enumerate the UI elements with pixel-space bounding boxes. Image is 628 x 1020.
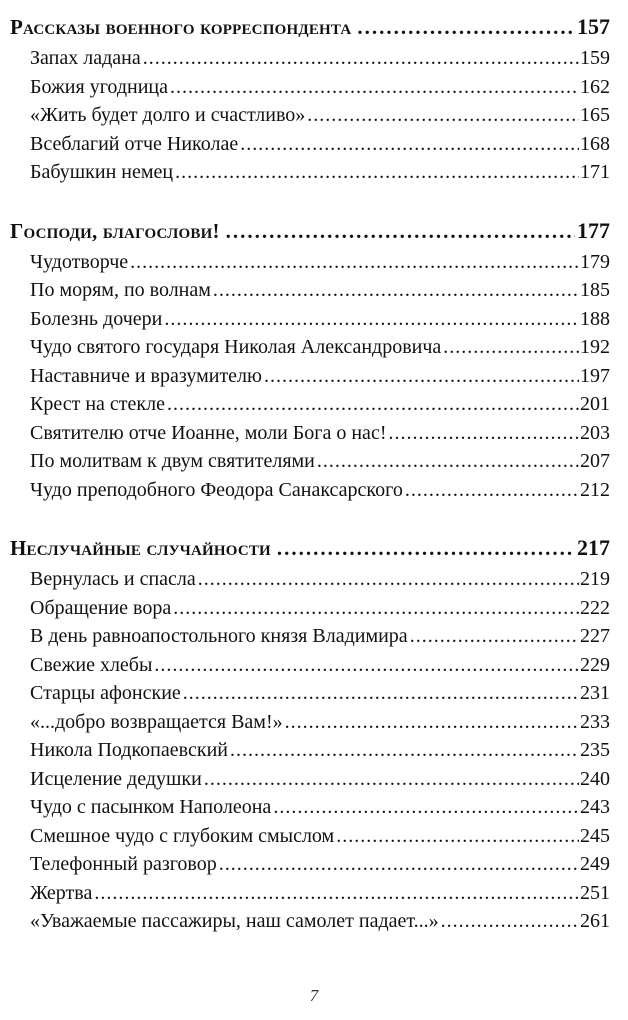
entry-page-number: 185 <box>580 279 610 301</box>
toc-entry <box>30 622 610 651</box>
entry-page-number: 171 <box>580 161 610 183</box>
toc-entry <box>30 73 610 102</box>
entry-page-number: 240 <box>580 767 610 790</box>
entry-page-number: 207 <box>580 450 610 472</box>
entry-title: Болезнь дочери <box>30 307 163 330</box>
toc-entry <box>30 850 610 879</box>
dot-leader <box>219 850 579 879</box>
dot-leader <box>357 10 575 44</box>
dot-leader <box>213 276 579 305</box>
entry-title: Смешное чудо с глубоким смыслом <box>30 824 335 847</box>
toc-section-war-correspondent <box>10 10 610 187</box>
dot-leader <box>198 565 579 594</box>
toc-entry <box>30 793 610 822</box>
entry-list <box>10 44 610 187</box>
entry-page-number: 165 <box>580 104 610 126</box>
section-page-number: 217 <box>577 535 610 560</box>
dot-leader <box>410 622 579 651</box>
section-page-number: 157 <box>577 14 610 39</box>
entry-page-number: 201 <box>580 393 610 415</box>
entry-page-number: 251 <box>580 881 610 904</box>
entry-page-number: 192 <box>580 336 610 358</box>
dot-leader <box>443 333 579 362</box>
entry-title: Жертва <box>30 881 93 904</box>
entry-title: Бабушкин немец <box>30 161 174 183</box>
dot-leader <box>204 765 579 794</box>
table-of-contents <box>10 10 610 936</box>
entry-page-number: 233 <box>580 710 610 733</box>
dot-leader <box>307 101 579 130</box>
section-page-number: 177 <box>577 217 610 243</box>
entry-page-number: 249 <box>580 853 610 875</box>
dot-leader <box>154 651 579 680</box>
entry-page-number: 261 <box>580 910 610 932</box>
entry-list <box>10 565 610 936</box>
toc-entry <box>30 879 610 908</box>
entry-title: Божия угодница <box>30 75 168 98</box>
dot-leader <box>94 879 579 908</box>
section-heading <box>10 214 610 248</box>
dot-leader <box>405 476 579 505</box>
toc-entry <box>30 476 610 505</box>
section-heading <box>10 531 610 565</box>
toc-entry <box>30 390 610 419</box>
toc-entry <box>30 765 610 794</box>
entry-page-number: 168 <box>580 132 610 155</box>
section-heading <box>10 10 610 44</box>
entry-title: Старцы афонские <box>30 682 181 704</box>
entry-title: «Уважаемые пассажиры, наш самолет падает...» <box>30 910 439 932</box>
entry-page-number: 219 <box>580 568 610 590</box>
entry-page-number: 231 <box>580 682 610 704</box>
entry-title: Исцеление дедушки <box>30 767 202 790</box>
entry-title: Чудо святого государя Николая Александровича <box>30 336 442 358</box>
entry-page-number: 245 <box>580 824 610 847</box>
toc-entry <box>30 305 610 334</box>
dot-leader <box>143 44 579 73</box>
entry-title: Обращение вора <box>30 596 172 619</box>
toc-entry <box>30 736 610 765</box>
toc-entry <box>30 333 610 362</box>
entry-title: «...добро возвращается Вам!» <box>30 710 283 733</box>
entry-title: В день равноапостольного князя Владимира <box>30 625 408 647</box>
dot-leader <box>388 419 579 448</box>
toc-entry <box>30 276 610 305</box>
entry-title: Крест на стекле <box>30 393 165 415</box>
entry-title: Телефонный разговор <box>30 853 217 875</box>
entry-title: По молитвам к двум святителями <box>30 450 315 472</box>
section-title: Рассказы военного корреспондента <box>10 15 352 39</box>
entry-page-number: 243 <box>580 796 610 818</box>
dot-leader <box>441 907 579 936</box>
entry-title: Наставниче и вразумителю <box>30 364 262 387</box>
entry-page-number: 162 <box>580 75 610 98</box>
entry-title: «Жить будет долго и счастливо» <box>30 104 306 126</box>
dot-leader <box>273 793 579 822</box>
entry-page-number: 159 <box>580 47 610 69</box>
entry-title: Чудотворче <box>30 250 129 273</box>
dot-leader <box>167 390 579 419</box>
dot-leader <box>183 679 579 708</box>
toc-entry <box>30 822 610 851</box>
entry-page-number: 222 <box>580 596 610 619</box>
entry-title: Всеблагий отче Николае <box>30 132 239 155</box>
toc-section-non-random-chances <box>10 531 610 936</box>
toc-entry <box>30 101 610 130</box>
dot-leader <box>230 736 579 765</box>
entry-page-number: 203 <box>580 421 610 444</box>
dot-leader <box>277 531 575 565</box>
entry-page-number: 197 <box>580 364 610 387</box>
toc-entry <box>30 130 610 159</box>
toc-entry <box>30 158 610 187</box>
toc-entry <box>30 565 610 594</box>
entry-page-number: 227 <box>580 625 610 647</box>
toc-entry <box>30 44 610 73</box>
dot-leader <box>173 594 579 623</box>
entry-title: Чудо с пасынком Наполеона <box>30 796 272 818</box>
toc-entry <box>30 362 610 391</box>
toc-entry <box>30 248 610 277</box>
toc-entry <box>30 594 610 623</box>
entry-title: Вернулась и спасла <box>30 568 196 590</box>
entry-page-number: 212 <box>580 478 610 501</box>
dot-leader <box>226 214 575 248</box>
entry-title: Святителю отче Иоанне, моли Бога о нас! <box>30 421 387 444</box>
dot-leader <box>130 248 579 277</box>
toc-entry <box>30 907 610 936</box>
section-title: Господи, благослови! <box>10 218 220 243</box>
entry-title: Запах ладана <box>30 47 141 69</box>
entry-list <box>10 248 610 505</box>
dot-leader <box>164 305 579 334</box>
entry-page-number: 235 <box>580 739 610 761</box>
page-number-footer: 7 <box>309 986 319 1005</box>
entry-title: Никола Подкопаевский <box>30 739 228 761</box>
toc-entry <box>30 708 610 737</box>
dot-leader <box>240 130 579 159</box>
entry-page-number: 179 <box>580 250 610 273</box>
toc-section-lord-bless <box>10 214 610 505</box>
section-title: Неслучайные случайности <box>10 536 271 560</box>
toc-entry <box>30 447 610 476</box>
dot-leader <box>170 73 579 102</box>
toc-entry <box>30 651 610 680</box>
dot-leader <box>317 447 579 476</box>
dot-leader <box>336 822 579 851</box>
entry-title: Свежие хлебы <box>30 653 153 676</box>
dot-leader <box>285 708 579 737</box>
toc-entry <box>30 419 610 448</box>
entry-page-number: 229 <box>580 653 610 676</box>
dot-leader <box>175 158 579 187</box>
entry-title: По морям, по волнам <box>30 279 211 301</box>
entry-page-number: 188 <box>580 307 610 330</box>
dot-leader <box>264 362 579 391</box>
toc-entry <box>30 679 610 708</box>
entry-title: Чудо преподобного Феодора Санаксарского <box>30 478 403 501</box>
